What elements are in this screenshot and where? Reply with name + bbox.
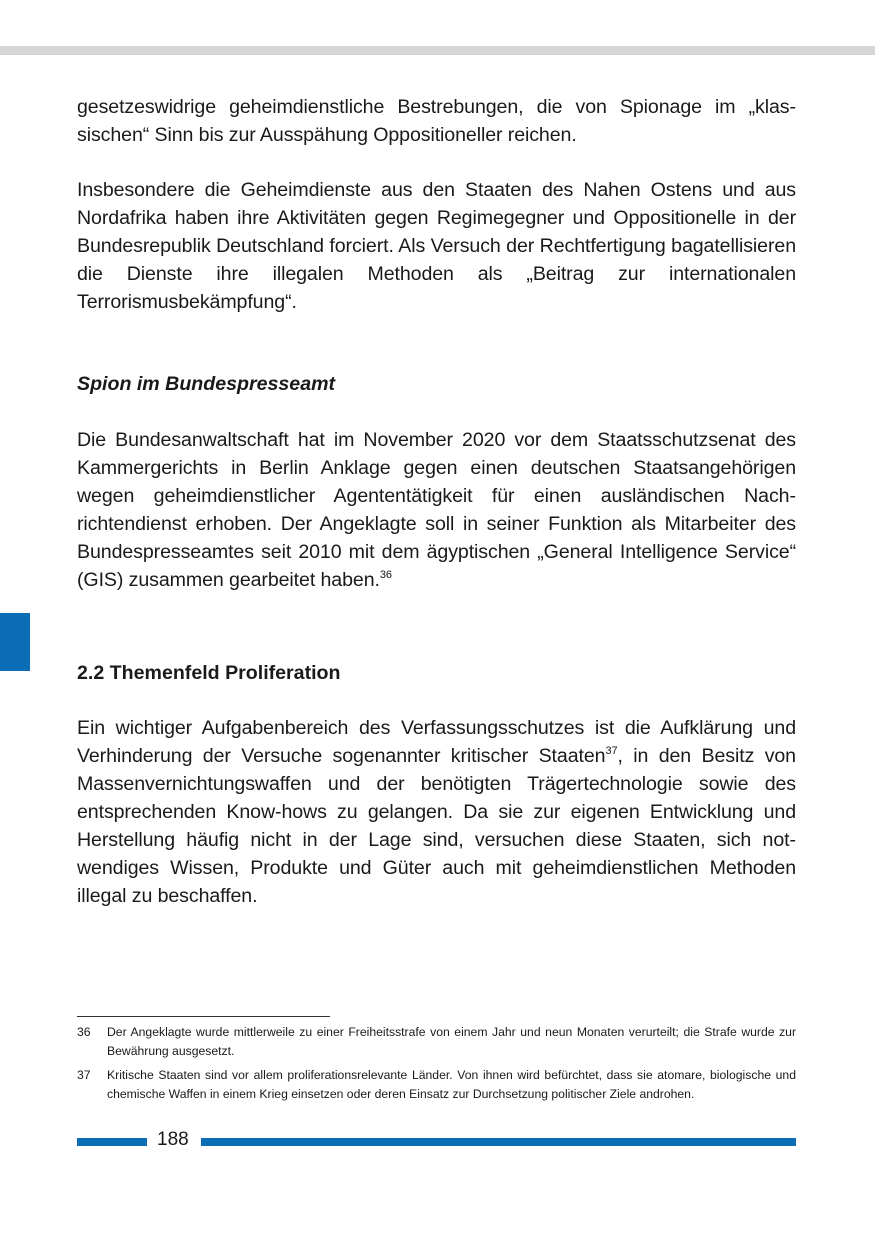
paragraph-2: Insbesondere die Geheimdienste aus den Staaten des Nahen Ostens und aus Nordafrika haben ihre Aktivitäten gegen Regimegegner und Oppositionelle in der Bundesrepublik Deutschland forciert. Als Versuch der Rechtfertigung bagatellisieren die Dienste ihre illegalen Methoden als „Beitrag zur internationalen Terrorismusbekämpfung“. [77,179,796,313]
footnote [77,1066,796,1104]
page-bar-left [77,1138,147,1146]
chapter-tab-marker [0,613,30,671]
footnote-text: Der Angeklagte wurde mittlerweile zu einer Freiheitsstrafe von einem Jahr und neun Monaten verurteilt; die Strafe wurde zur Bewährung ausgesetzt. [107,1025,796,1058]
footnote-divider [77,1016,330,1017]
footnote [77,1023,796,1061]
footnote-text: Kritische Staaten sind vor allem proliferationsrelevante Länder. Von ihnen wird befürchtet, dass sie atomare, biologische und chemische Waffen in einem Krieg einsetzen oder deren Einsatz zur Durchsetzung politischer Ziele androhen. [107,1068,796,1101]
footnotes [77,1023,796,1109]
footnote-number: 36 [77,1025,91,1039]
paragraph-4-text-a: Ein wichtiger Aufgabenbereich des Verfassungsschutzes ist die Aufklärung und Verhinderung der Versuche sogenannter kritischer Staaten [77,717,796,767]
footnote-ref-36[interactable]: 36 [379,569,392,581]
paragraph-3 [77,426,796,594]
footnote-ref-37[interactable]: 37 [605,745,618,757]
paragraph-3-text: Die Bundesanwaltschaft hat im November 2020 vor dem Staatsschutzsenat des Kammergerichts in Berlin Anklage gegen einen deutschen Staatsangehörigen wegen geheimdienstlicher Agententätigkeit für einen ausländischen Nachrichtendienst erhoben. Der Angeklagte soll in seiner Funktion als Mitarbeiter des Bundespresseamtes seit 2010 mit dem ägyptischen „General Intelligence Service“ (GIS) zusammen gearbeitet haben. [77,429,796,591]
page-bar-right [201,1138,796,1146]
subsection-heading: Spion im Bundespresseamt [77,373,336,395]
paragraph-4 [77,714,796,910]
page-number-bar [77,1129,796,1151]
footnote-number: 37 [77,1068,91,1082]
section-heading: 2.2 Themenfeld Proliferation [77,662,341,684]
page-number: 188 [157,1129,189,1150]
paragraph-1: gesetzeswidrige geheimdienstliche Bestrebungen, die von Spionage im „klassischen“ Sinn bis zur Ausspähung Oppositioneller reichen. [77,96,796,146]
paragraph-4-text-b: , in den Besitz von Massenvernichtungswaffen und der benötigten Trägertechnologie sowie des entsprechenden Know-hows zu gelangen. Da sie zur eigenen Entwicklung und Herstellung häufig nicht in der Lage sind, versuchen diese Staaten, sich notwendiges Wissen, Produkte und Güter auch mit geheimdienstlichen Methoden illegal zu beschaffen. [77,745,796,907]
top-rule [0,46,875,55]
